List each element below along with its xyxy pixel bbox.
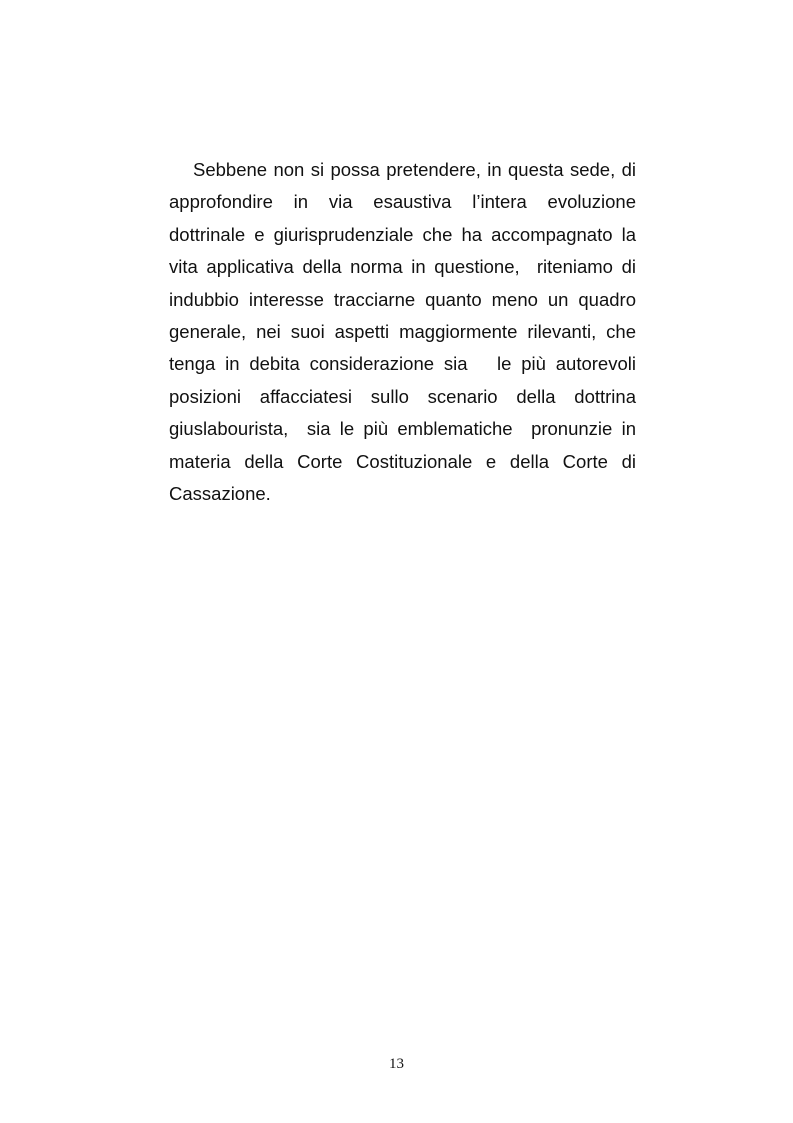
paragraph-line: tenga in debita considerazione sia le più autorevoli xyxy=(169,353,636,375)
paragraph-line: Cassazione. xyxy=(169,482,271,504)
paragraph-line: posizioni affacciatesi sullo scenario della dottrina xyxy=(169,385,636,407)
paragraph-line: giuslabourista, sia le più emblematiche pronunzie in xyxy=(169,418,636,440)
paragraph-line: generale, nei suoi aspetti maggiormente rilevanti, che xyxy=(169,320,636,342)
paragraph-line: indubbio interesse tracciarne quanto meno un quadro xyxy=(169,288,636,310)
paragraph-line: approfondire in via esaustiva l’intera evoluzione xyxy=(169,191,636,213)
body-paragraph xyxy=(169,154,636,510)
paragraph-line: dottrinale e giurisprudenziale che ha accompagnato la xyxy=(169,223,636,245)
paragraph-line: Sebbene non si possa pretendere, in questa sede, di xyxy=(193,159,636,180)
page-number: 13 xyxy=(389,1056,404,1072)
paragraph-line: vita applicativa della norma in questione, riteniamo di xyxy=(169,256,636,278)
paragraph-line: materia della Corte Costituzionale e della Corte di xyxy=(169,450,636,472)
